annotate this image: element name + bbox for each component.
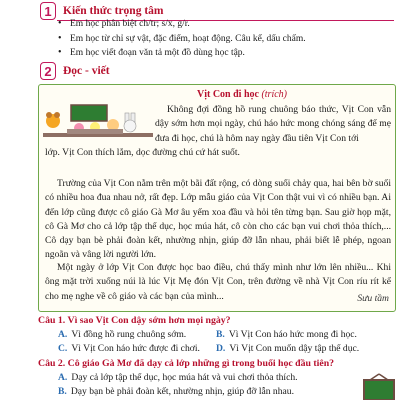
option-letter: C. <box>58 343 68 354</box>
story-box <box>38 84 396 312</box>
question-1-option-d[interactable] <box>216 343 359 354</box>
knowledge-item: • Em học từ chỉ sự vật, đặc điểm, hoạt động. Câu kể, dấu chấm. <box>58 32 398 47</box>
question-2-option-a[interactable] <box>58 372 298 383</box>
section-1-number: 1 <box>40 2 56 20</box>
option-text: Vì Vịt Con háo hức được đi chơi. <box>71 343 200 354</box>
section-2-title: Đọc - viết <box>63 65 110 77</box>
option-letter: B. <box>216 329 225 340</box>
story-paragraph-1: Không đợi đồng hồ rung chuông báo thức, Vịt Con vẫn dậy sớm hơn mọi ngày, chú háo hức mong chóng sáng để mẹ đưa đi học, chú là hôm nay ngày đầu tiên Vịt Con tới <box>155 104 391 144</box>
section-2-header <box>40 62 110 80</box>
chalkboard-illustration <box>358 372 400 400</box>
knowledge-list <box>58 17 398 61</box>
question-1-option-b[interactable] <box>216 329 357 340</box>
section-1-title: Kiến thức trọng tâm <box>63 5 164 17</box>
option-letter: B. <box>58 386 67 397</box>
question-1-option-a[interactable] <box>58 329 186 340</box>
knowledge-item: • Em học viết đoạn văn tả một đồ dùng học tập. <box>58 46 398 61</box>
option-text: Vì đồng hồ rung chuông sớm. <box>71 329 187 340</box>
option-text: Vì Vịt Con muốn dậy tập thể dục. <box>229 343 360 354</box>
question-2-option-b[interactable] <box>58 386 294 397</box>
option-text: Dạy bạn bè phải đoàn kết, nhường nhịn, giúp đỡ lẫn nhau. <box>70 386 294 397</box>
classroom-illustration <box>43 101 153 139</box>
question-1-option-c[interactable] <box>58 343 200 354</box>
section-2-number: 2 <box>40 62 56 80</box>
option-text: Vì Vịt Con háo hức mong đi học. <box>228 329 357 340</box>
story-title-text: Vịt Con đi học <box>197 89 259 100</box>
option-letter: A. <box>58 372 68 383</box>
story-paragraph-1-continued: lớp. Vịt Con thích lắm, dọc đường chú cứ hát suốt. <box>45 147 240 158</box>
story-source: Sưu tầm <box>357 293 389 304</box>
question-1: Câu 1. Vì sao Vịt Con dậy sớm hơn mọi ngày? <box>38 315 231 326</box>
question-2: Câu 2. Cô giáo Gà Mơ đã dạy cả lớp những gì trong buổi học đầu tiên? <box>38 358 335 369</box>
story-title-note: (trích) <box>261 89 287 100</box>
option-letter: D. <box>216 343 226 354</box>
option-text: Dạy cả lớp tập thể dục, học múa hát và vui chơi thỏa thích. <box>71 372 298 383</box>
knowledge-item: • Em học phân biệt ch/tr; s/x, g/r. <box>58 17 398 32</box>
option-letter: A. <box>58 329 68 340</box>
story-paragraph-3: Một ngày ở lớp Vịt Con được học bao điều, chú thấy mình như lớn lên nhiều... Khi ông mặt trời xuống núi là lúc Vịt Mẹ đón Vịt Con, trên đường về nhà Vịt Con ríu rít kể cho mẹ nghe về cô giáo và các bạn của mình... <box>45 262 391 302</box>
story-paragraph-2: Trường của Vịt Con nằm trên một bãi đất rộng, có dòng suối chảy qua, hai bên bờ suối có nhiều hoa đua nhau nở, rất đẹp. Lớp mẫu giáo của Vịt Con thật vui vì có nhiều bạn. Ai đến lớp cũng được cô giáo Gà Mơ âu yếm xoa đầu và hỏi tên từng bạn. Sau giờ họp mặt, cô Gà Mơ cho cả lớp tập thể dục, học múa hát, cô còn cho các bạn vui chơi thỏa thích,... Cô dạy bạn bè phải đoàn kết, nhường nhịn, giúp đỡ lẫn nhau, phải biết lễ phép, ngoan ngoãn và vâng lời người lớn. <box>45 178 391 261</box>
story-title <box>197 89 287 100</box>
